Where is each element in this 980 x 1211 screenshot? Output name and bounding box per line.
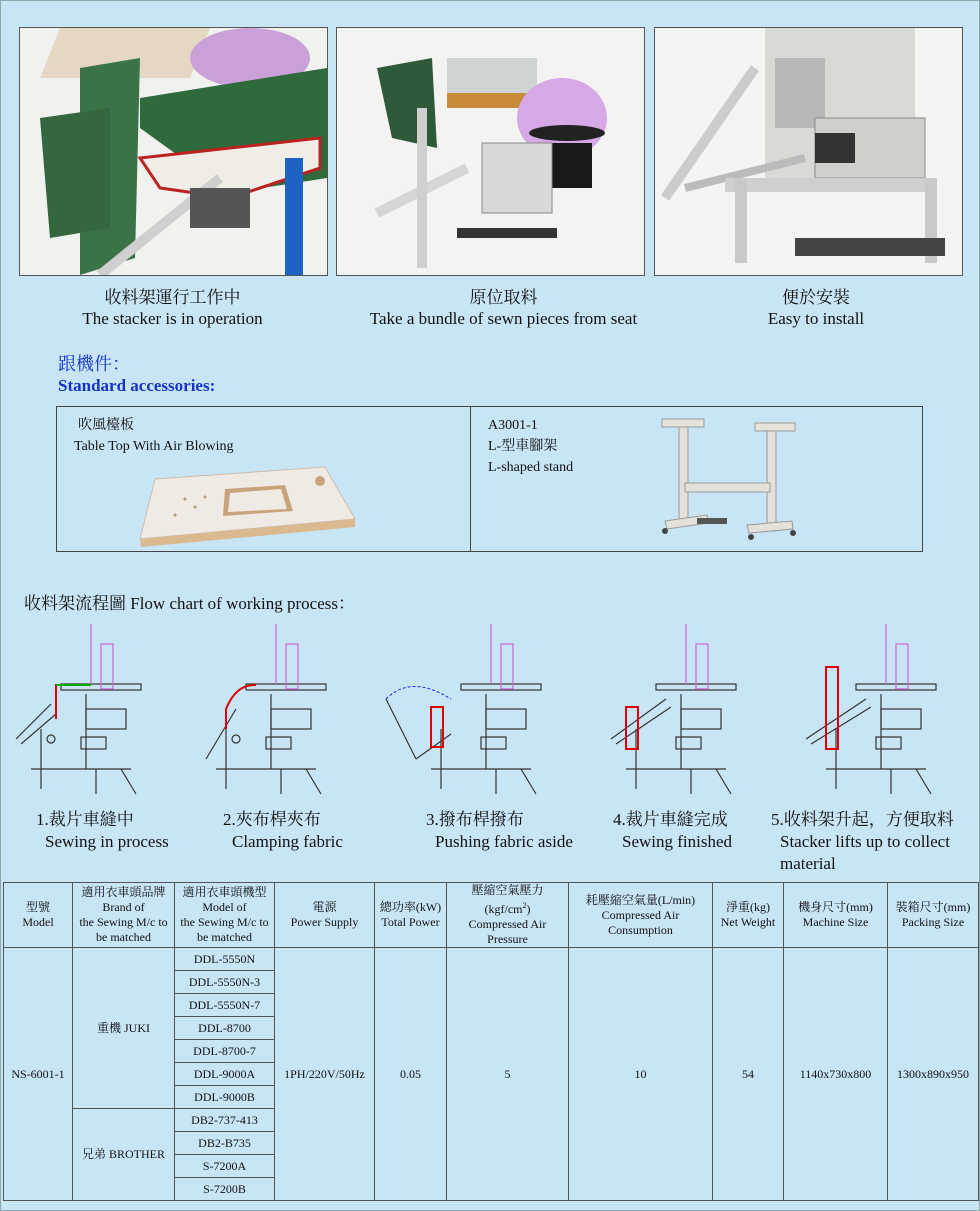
header-air-pressure: 壓縮空氣壓力 $(kgf/cm^2)$ Compressed Air Pressure	[447, 883, 569, 948]
l-stand-image	[657, 413, 797, 547]
flow-step-1-diagram	[11, 619, 146, 799]
step-zh: 1.裁片車縫中	[36, 810, 134, 829]
easy-install-image	[655, 28, 962, 275]
stacker-operation-image	[20, 28, 327, 275]
step-zh: 2.夾布桿夾布	[223, 810, 321, 829]
header-packing-size: 裝箱尺寸(mm) Packing Size	[888, 883, 979, 948]
cell-brand-brother: 兄弟 BROTHER	[73, 1109, 175, 1201]
caption-en: The stacker is in operation	[82, 309, 263, 328]
accessory-code: A3001-1	[488, 418, 538, 433]
cell-model: NS-6001-1	[4, 948, 73, 1201]
step-en: Pushing fabric aside	[435, 832, 573, 851]
flow-step-4-diagram	[606, 619, 741, 799]
spec-table	[3, 882, 979, 1201]
step-zh: 5.收料架升起，方便取料	[771, 810, 954, 829]
caption-en: Take a bundle of sewn pieces from seat	[369, 309, 638, 328]
header-net-weight: 淨重(kg) Net Weight	[713, 883, 784, 948]
flow-step-3-diagram	[381, 619, 546, 799]
cell-machine-model: DDL-5550N-7	[175, 994, 275, 1017]
step-en: Stacker lifts up to collect material	[780, 832, 950, 873]
cell-machine-size: 1140x730x800	[784, 948, 888, 1201]
photo-easy-install	[654, 27, 963, 276]
cell-machine-model: DB2-737-413	[175, 1109, 275, 1132]
cell-machine-model: DDL-9000A	[175, 1063, 275, 1086]
cell-power: 1PH/220V/50Hz	[275, 948, 375, 1201]
accessory-table-top	[74, 415, 234, 457]
caption-zh: 原位取料	[469, 288, 538, 307]
header-power: 電源 Power Supply	[275, 883, 375, 948]
cell-total-power: 0.05	[375, 948, 447, 1201]
photo-caption-2	[336, 287, 671, 329]
step-en: Clamping fabric	[232, 832, 343, 851]
caption-zh: 收料架運行工作中	[104, 288, 241, 307]
cell-net-weight: 54	[713, 948, 784, 1201]
accessory-en: L-shaped stand	[488, 460, 574, 475]
header-air-consumption: 耗壓縮空氣量(L/min) Compressed Air Consumption	[569, 883, 713, 948]
cell-machine-model: DDL-5550N-3	[175, 971, 275, 994]
spec-row	[4, 948, 979, 971]
caption-zh: 便於安裝	[782, 288, 850, 307]
accessories-divider	[470, 407, 471, 551]
photo-take-bundle	[336, 27, 645, 276]
spec-header-row	[4, 883, 979, 948]
step-en: Sewing in process	[45, 832, 169, 851]
photo-caption-1	[19, 287, 326, 329]
flow-step-5-diagram	[801, 619, 941, 799]
accessories-heading-en: Standard accessories:	[58, 376, 216, 395]
header-model: 型號 Model	[4, 883, 73, 948]
cell-machine-model: S-7200B	[175, 1178, 275, 1201]
accessory-l-stand	[488, 415, 573, 478]
flow-chart-title: 收料架流程圖 Flow chart of working process：	[24, 594, 355, 613]
header-brand: 適用衣車頭品牌 Brand of the Sewing M/c to be matched	[73, 883, 175, 948]
step-zh: 3.撥布桿撥布	[426, 810, 524, 829]
accessory-zh: L-型車腳架	[488, 439, 558, 454]
cell-machine-model: S-7200A	[175, 1155, 275, 1178]
step-zh: 4.裁片車縫完成	[613, 810, 728, 829]
flow-step-5-caption	[771, 809, 971, 875]
header-machine-size: 機身尺寸(mm) Machine Size	[784, 883, 888, 948]
photo-caption-3	[681, 287, 951, 329]
step-en: Sewing finished	[622, 832, 733, 851]
accessory-zh: 吹風檯板	[78, 418, 134, 433]
accessories-box	[56, 406, 923, 552]
cell-air-pressure: 5	[447, 948, 569, 1201]
cell-machine-model: DDL-9000B	[175, 1086, 275, 1109]
accessories-heading	[58, 353, 215, 397]
cell-machine-model: DB2-B735	[175, 1132, 275, 1155]
cell-machine-model: DDL-8700-7	[175, 1040, 275, 1063]
cell-packing-size: 1300x890x950	[888, 948, 979, 1201]
cell-machine-model: DDL-5550N	[175, 948, 275, 971]
cell-air-consumption: 10	[569, 948, 713, 1201]
cell-brand-juki: 重機 JUKI	[73, 948, 175, 1109]
flow-step-2-diagram	[196, 619, 331, 799]
table-top-image	[135, 459, 365, 547]
flow-step-3-caption	[426, 809, 596, 853]
header-machine-model: 適用衣車頭機型 Model of the Sewing M/c to be matched	[175, 883, 275, 948]
accessory-en: Table Top With Air Blowing	[74, 439, 234, 454]
flow-step-4-caption	[613, 809, 763, 853]
caption-en: Easy to install	[767, 309, 865, 328]
flow-step-2-caption	[223, 809, 373, 853]
cell-machine-model: DDL-8700	[175, 1017, 275, 1040]
take-bundle-image	[337, 28, 644, 275]
header-total-power: 總功率(kW) Total Power	[375, 883, 447, 948]
accessories-heading-zh: 跟機件：	[58, 354, 130, 374]
photo-stacker-operation	[19, 27, 328, 276]
flow-step-1-caption	[36, 809, 206, 853]
